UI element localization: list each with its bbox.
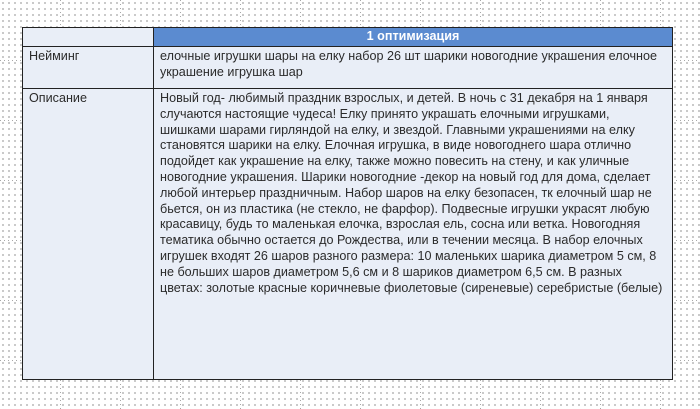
- table-row: [23, 89, 673, 380]
- row-value-naming[interactable]: елочные игрушки шары на елку набор 26 шт шарики новогодние украшения елочное украшение игрушка шар: [154, 47, 673, 89]
- table-row: [23, 47, 673, 89]
- table-header-row: [23, 28, 673, 47]
- row-value-description[interactable]: Новый год- любимый праздник взрослых, и детей. В ночь с 31 декабря на 1 января случаются настоящие чудеса! Елку принято украшать елочными игрушками, шишками шарами гирляндой на елку, и звездой. Главными украшениями на елку становятся шарики на елку. Елочная игрушка, в виде новогоднего шара отлично подойдет как украшение на елку, также можно повесить на стену, и как уличные новогодние украшения. Шарики новогодние -декор на новый год для дома, сделает любой интерьер праздничным. Набор шаров на елку безопасен, тк елочный шар не бьется, он из пластика (не стекло, не фарфор). Подвесные игрушки украсят любую красавицу, будь то маленькая елочка, взрослая ель, сосна или ветка. Новогодняя тематика обычно остается до Рождества, или в течении месяца. В набор елочных игрушек входят 26 шаров разного размера: 10 маленьких шарика диаметром 5 см, 8 не больших шаров диаметром 5,6 см и 8 шариков диаметром 6,5 см. В разных цветах: золотые красные коричневые фиолетовые (сиреневые) серебристые (белые): [154, 89, 673, 380]
- row-label-naming[interactable]: Нейминг: [23, 47, 154, 89]
- row-label-description[interactable]: Описание: [23, 89, 154, 380]
- header-optimization-cell[interactable]: 1 оптимизация: [154, 28, 673, 47]
- seo-table: [22, 27, 673, 380]
- header-empty-cell[interactable]: [23, 28, 154, 47]
